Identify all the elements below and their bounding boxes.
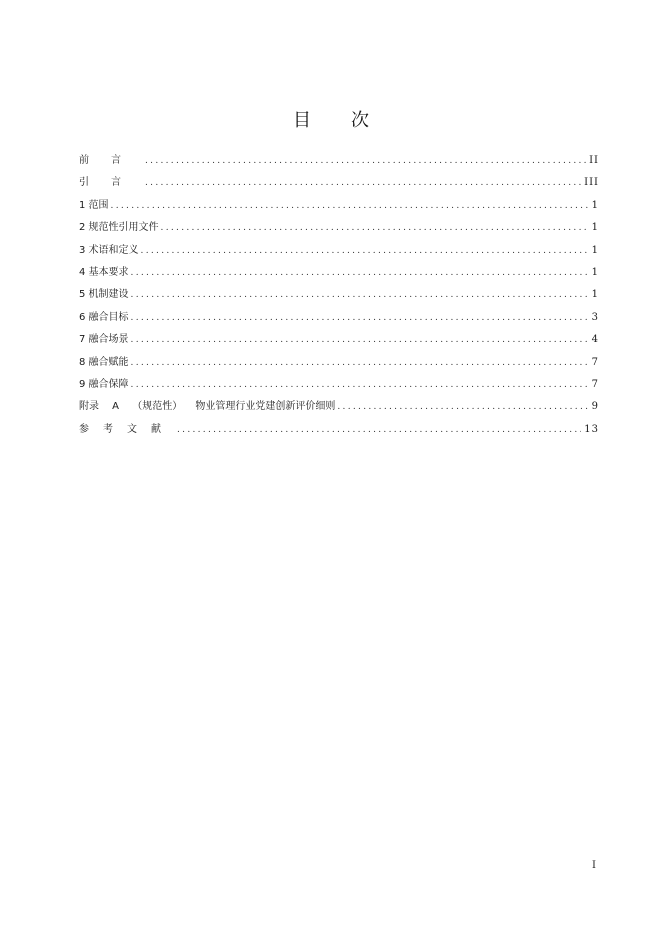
toc-entry-page: 1: [591, 289, 599, 301]
toc-entry-page: II: [589, 155, 599, 166]
toc-entry-1[interactable]: [79, 195, 599, 217]
toc-entry-label: 前言: [79, 155, 143, 166]
toc-leader-dots: [131, 262, 589, 284]
toc-leader-dots: [337, 396, 588, 418]
toc-entry-page: 1: [591, 222, 599, 234]
toc-entry-page: 7: [591, 378, 599, 390]
toc-entry-7[interactable]: [79, 329, 599, 351]
table-of-contents: [79, 150, 599, 441]
toc-entry-page: 1: [591, 199, 599, 211]
toc-entry-label: 2 规范性引用文件: [79, 222, 159, 234]
toc-leader-dots: [145, 150, 586, 172]
toc-entry-page: 1: [591, 266, 599, 278]
toc-entry-label: 7 融合场景: [79, 334, 129, 346]
toc-entry-page: 3: [591, 311, 599, 323]
toc-entry-label: 6 融合目标: [79, 311, 129, 323]
toc-entry-label: 5 机制建设: [79, 289, 129, 301]
toc-leader-dots: [131, 352, 589, 374]
toc-entry-8[interactable]: [79, 352, 599, 374]
toc-entry-label: 4 基本要求: [79, 266, 129, 278]
toc-leader-dots: [145, 172, 581, 194]
toc-leader-dots: [141, 240, 589, 262]
toc-entry-3[interactable]: [79, 240, 599, 262]
toc-entry-page: 7: [591, 356, 599, 368]
toc-entry-5[interactable]: [79, 284, 599, 306]
toc-leader-dots: [161, 217, 589, 239]
toc-entry-6[interactable]: [79, 307, 599, 329]
toc-entry-page: 9: [591, 401, 599, 413]
title-char-2: 次: [351, 110, 369, 131]
toc-entry-2[interactable]: [79, 217, 599, 239]
toc-entry-page: 13: [584, 423, 599, 435]
toc-entry-4[interactable]: [79, 262, 599, 284]
toc-leader-dots: [131, 284, 589, 306]
toc-entry-label: 9 融合保障: [79, 378, 129, 390]
toc-entry-introduction[interactable]: [79, 172, 599, 194]
toc-entry-appendix-a[interactable]: [79, 396, 599, 418]
toc-entry-label: 3 术语和定义: [79, 244, 139, 256]
page-number: I: [592, 860, 596, 871]
toc-leader-dots: [131, 329, 589, 351]
toc-entry-references[interactable]: [79, 419, 599, 441]
toc-entry-label: 8 融合赋能: [79, 356, 129, 368]
toc-entry-page: 4: [591, 334, 599, 346]
toc-leader-dots: [131, 307, 589, 329]
toc-leader-dots: [177, 419, 581, 441]
toc-entry-label: 参考文献: [79, 423, 175, 435]
toc-entry-label: 引言: [79, 177, 143, 189]
toc-entry-label: 1 范围: [79, 199, 109, 211]
toc-entry-page: 1: [591, 244, 599, 256]
toc-leader-dots: [111, 195, 589, 217]
page-title: [0, 106, 662, 132]
toc-entry-foreword[interactable]: [79, 150, 599, 172]
title-char-1: 目: [293, 110, 311, 131]
toc-entry-label: 附录 A （规范性） 物业管理行业党建创新评价细则: [79, 401, 336, 413]
toc-entry-page: III: [584, 177, 599, 189]
toc-leader-dots: [131, 374, 589, 396]
toc-entry-9[interactable]: [79, 374, 599, 396]
